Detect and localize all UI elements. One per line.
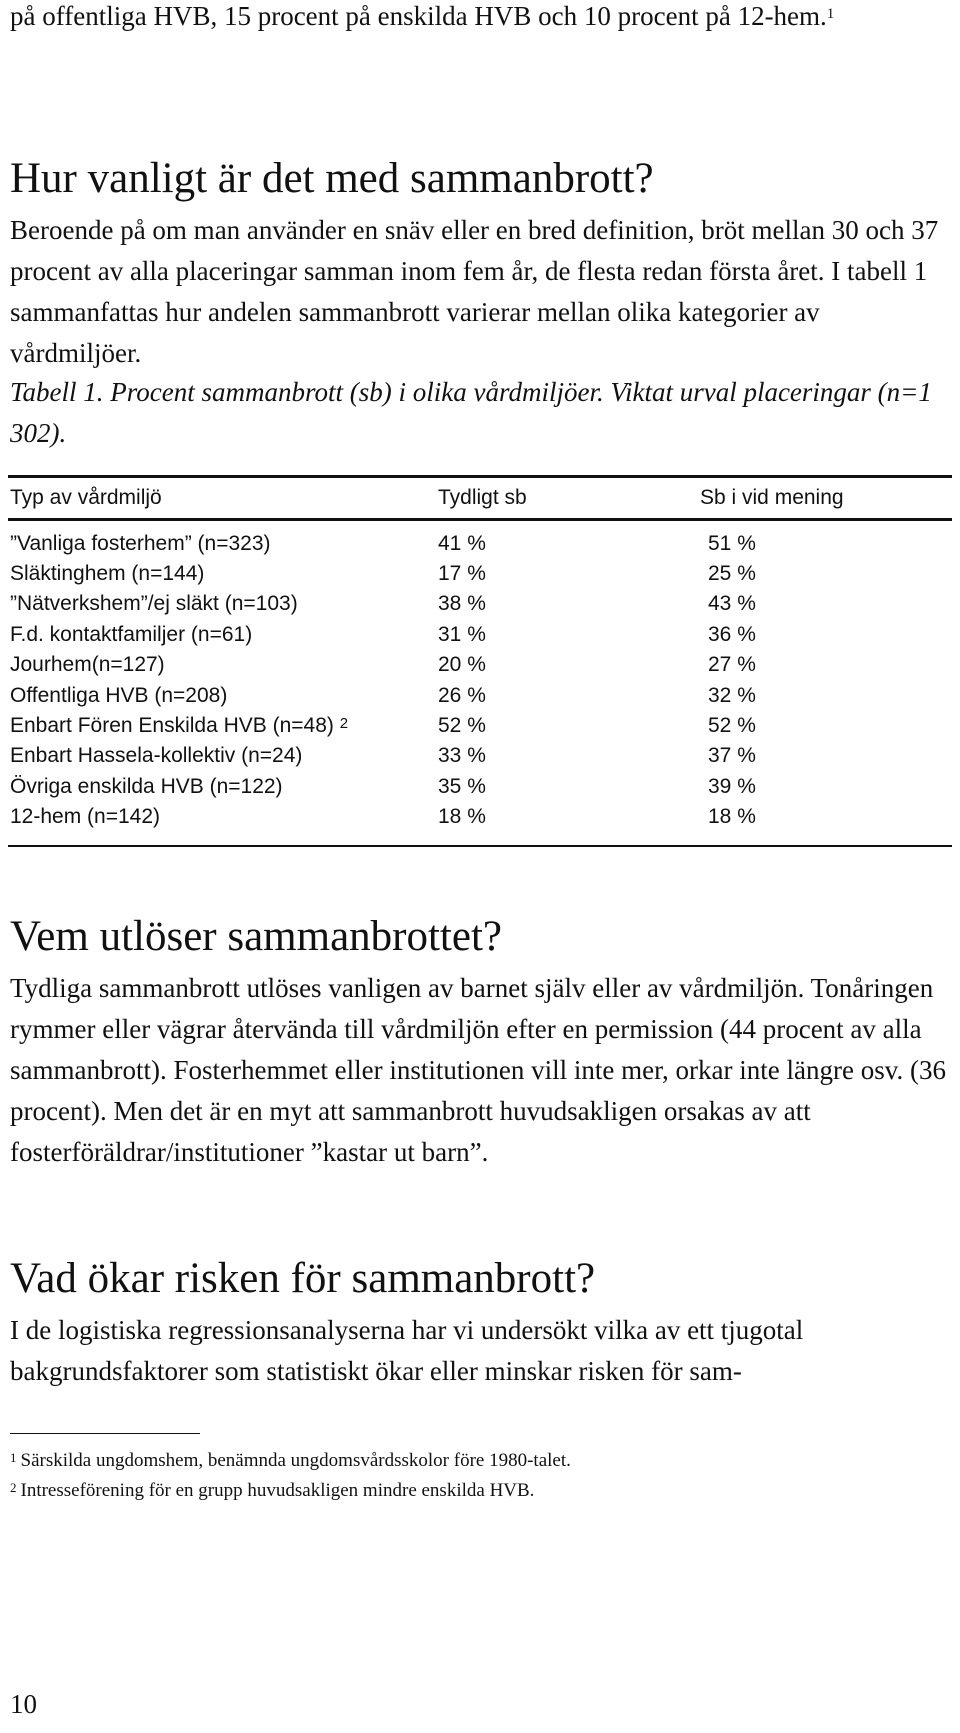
- table-caption: Tabell 1. Procent sammanbrott (sb) i olika vårdmiljöer. Viktat urval placeringar (n=1 302).: [10, 377, 932, 448]
- footnote-ref-1: 1: [826, 6, 835, 22]
- row-tydligt: 52 %: [438, 714, 486, 737]
- row-vid: 18 %: [708, 805, 756, 828]
- table-header-rule: [8, 518, 952, 521]
- table-top-rule: [8, 475, 952, 478]
- row-type: Övriga enskilda HVB (n=122): [10, 775, 283, 798]
- section-paragraph-1: Beroende på om man använder en snäv eller en bred definition, bröt mellan 30 och 37 procent av alla placeringar samman inom fem år, de flesta redan första året. I tabell 1 sammanfattas hur andelen sammanbrott varierar mellan olika kategorier av vårdmiljöer.: [10, 215, 939, 368]
- row-vid: 52 %: [708, 714, 756, 737]
- row-vid: 36 %: [708, 623, 756, 646]
- row-tydligt: 26 %: [438, 684, 486, 707]
- row-tydligt: 38 %: [438, 592, 486, 615]
- footnote-text: Särskilda ungdomshem, benämnda ungdomsvårdsskolor före 1980-talet.: [20, 1450, 571, 1471]
- footnote-1: [10, 1448, 950, 1474]
- row-type-text: Enbart Fören Enskilda HVB (n=48): [10, 714, 334, 737]
- row-tydligt: 18 %: [438, 805, 486, 828]
- footnote-marker: 1: [10, 1450, 17, 1465]
- footnote-text: Intresseförening för en grupp huvudsakligen mindre enskilda HVB.: [20, 1480, 535, 1501]
- row-tydligt: 33 %: [438, 744, 486, 767]
- table-header-type: Typ av vårdmiljö: [10, 486, 162, 509]
- row-vid: 25 %: [708, 562, 756, 585]
- row-type: F.d. kontaktfamiljer (n=61): [10, 623, 253, 646]
- row-tydligt: 20 %: [438, 653, 486, 676]
- table-header-tydligt: Tydligt sb: [438, 486, 527, 509]
- row-vid: 39 %: [708, 775, 756, 798]
- row-type: Offentliga HVB (n=208): [10, 684, 228, 707]
- row-type: Enbart Hassela-kollektiv (n=24): [10, 744, 303, 767]
- row-tydligt: 31 %: [438, 623, 486, 646]
- row-vid: 37 %: [708, 744, 756, 767]
- row-vid: 43 %: [708, 592, 756, 615]
- footnote-separator: [10, 1433, 200, 1434]
- page-number: 10: [10, 1689, 37, 1719]
- footnote-marker: 2: [10, 1480, 17, 1495]
- footnote-ref-2: 2: [339, 715, 349, 732]
- row-type: [10, 711, 348, 741]
- intro-text: på offentliga HVB, 15 procent på enskilda HVB och 10 procent på 12-hem.: [10, 1, 827, 31]
- row-vid: 51 %: [708, 532, 756, 555]
- table-header-vid: Sb i vid mening: [700, 486, 844, 509]
- section-heading-3: Vad ökar risken för sammanbrott?: [10, 1255, 596, 1302]
- row-tydligt: 35 %: [438, 775, 486, 798]
- section-heading-1: Hur vanligt är det med sammanbrott?: [10, 155, 654, 202]
- section-paragraph-2: Tydliga sammanbrott utlöses vanligen av barnet själv eller av vårdmiljön. Tonåringen rymmer eller vägrar återvända till vårdmiljön efter en permission (44 procent av alla sammanbrott). Fosterhemmet eller institutionen vill inte mer, orkar inte längre osv. (36 procent). Men det är en myt att sammanbrott huvudsakligen orsakas av att fosterföräldrar/institutioner ”kastar ut barn”.: [10, 973, 946, 1167]
- section-paragraph-3: I de logistiska regressionsanalyserna har vi undersökt vilka av ett tjugotal bakgrundsfaktorer som statistiskt ökar eller minskar risken för sam-: [10, 1315, 804, 1386]
- row-type: Släktinghem (n=144): [10, 562, 205, 585]
- row-tydligt: 41 %: [438, 532, 486, 555]
- row-type: ”Nätverkshem”/ej släkt (n=103): [10, 592, 298, 615]
- row-type: Jourhem(n=127): [10, 653, 165, 676]
- row-vid: 27 %: [708, 653, 756, 676]
- table-bottom-rule: [8, 845, 952, 847]
- footnote-2: [10, 1478, 950, 1504]
- intro-paragraph: [10, 0, 950, 37]
- row-type: ”Vanliga fosterhem” (n=323): [10, 532, 271, 555]
- row-type: 12-hem (n=142): [10, 805, 161, 828]
- section-heading-2: Vem utlöser sammanbrottet?: [10, 913, 502, 960]
- row-tydligt: 17 %: [438, 562, 486, 585]
- row-vid: 32 %: [708, 684, 756, 707]
